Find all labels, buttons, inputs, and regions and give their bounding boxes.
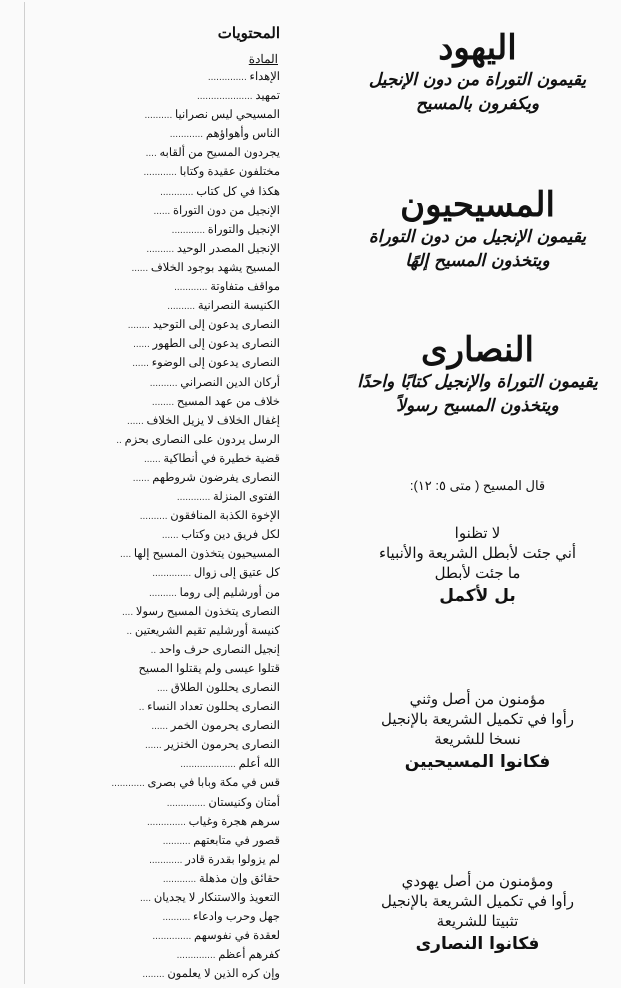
toc-leader-dots: ............ xyxy=(160,186,197,198)
toc-leader-dots: .......... xyxy=(139,511,171,523)
toc-item-label: من أورشليم إلى روما xyxy=(179,586,280,599)
toc-item-label: النصارى يدعون إلى الوضوء xyxy=(151,357,280,370)
christians-block xyxy=(340,690,615,774)
toc-leader-dots: ............ xyxy=(176,492,214,504)
toc-leader-dots: ............ xyxy=(171,224,208,236)
toc-item xyxy=(20,946,280,965)
toc-item-label: أمتان وكنيستان xyxy=(208,796,280,809)
toc-leader-dots: ........ xyxy=(151,396,177,408)
toc-item-label: مختلفون عقيدة وكتابا xyxy=(179,166,280,179)
toc-item-label: سرهم هجرة وغياب xyxy=(188,815,280,828)
toc-leader-dots: ............ xyxy=(111,778,148,790)
toc-leader-dots: .................... xyxy=(196,91,256,103)
toc-leader-dots: .... xyxy=(120,549,134,561)
toc-item-label: الناس وأهواؤهم xyxy=(205,128,280,141)
toc-item xyxy=(20,755,280,774)
toc-list xyxy=(20,68,280,985)
toc-item xyxy=(20,316,280,335)
toc-item xyxy=(20,603,280,622)
toc-leader-dots: ...... xyxy=(127,415,147,427)
toc-item xyxy=(20,297,280,316)
toc-leader-dots: .. xyxy=(126,625,135,637)
toc-leader-dots: ...... xyxy=(132,472,153,484)
toc-leader-dots: .................... xyxy=(180,759,239,771)
nazarenes-block xyxy=(340,872,615,956)
quote-line: ما جئت لأبطل xyxy=(434,565,521,582)
toc-item-label: الله أعلم xyxy=(238,758,280,771)
toc-item-label: كفرهم أعظم xyxy=(218,949,280,962)
toc-leader-dots: .............. xyxy=(152,931,195,943)
toc-item-label: لكل فريق دين وكتاب xyxy=(181,529,280,542)
toc-leader-dots: .......... xyxy=(167,301,198,313)
toc-leader-dots: .............. xyxy=(207,72,250,83)
toc-item-label: الإنجيل المصدر الوحيد xyxy=(176,242,280,255)
toc-item-label: خلاف من عهد المسيح xyxy=(176,395,280,408)
toc-item-label: إغفال الخلاف لا يزيل الخلاف xyxy=(146,414,280,427)
toc-item-label: وإن كره الذين لا يعلمون xyxy=(167,968,280,981)
toc-item xyxy=(20,832,280,851)
toc-leader-dots: ........ xyxy=(127,320,153,332)
toc-item xyxy=(20,965,280,984)
toc-item xyxy=(20,259,280,278)
toc-item-label: تمهيد xyxy=(255,90,280,103)
toc-item xyxy=(20,450,280,469)
toc-item xyxy=(20,393,280,412)
toc-item-label: النصارى يحرمون الخنزير xyxy=(164,739,280,752)
toc-leader-dots: ...... xyxy=(153,205,173,217)
toc-item xyxy=(20,660,280,679)
section-line: ويتخذون المسيح إلهًا xyxy=(405,251,550,271)
toc-item-label: النصارى يتخذون المسيح رسولا xyxy=(135,605,280,618)
toc-item xyxy=(20,412,280,431)
block-line: مؤمنون من أصل وثني xyxy=(409,691,546,708)
toc-leader-dots: .............. xyxy=(146,816,189,828)
quote-attribution: قال المسيح ( متى ٥: ١٢): xyxy=(409,478,546,493)
toc-leader-dots: ............ xyxy=(143,167,180,179)
toc-item-label: إنجيل النصارى حرف واحد xyxy=(158,643,280,656)
section-christians xyxy=(340,185,615,273)
toc-leader-dots: .... xyxy=(121,606,136,618)
toc-leader-dots: .............. xyxy=(152,568,194,580)
toc-item-label: الفتوى المنزلة xyxy=(213,491,280,504)
toc-leader-dots: ...... xyxy=(131,262,151,274)
toc-item-label: أركان الدين النصراني xyxy=(180,376,280,389)
toc-item xyxy=(20,68,280,87)
toc-item xyxy=(20,374,280,393)
block-line: نسخا للشريعة xyxy=(434,731,521,748)
quote-emphasis: بل لأكمل xyxy=(439,586,516,606)
toc-item-label: كل عتيق إلى زوال xyxy=(193,567,280,580)
toc-item xyxy=(20,240,280,259)
toc-item xyxy=(20,698,280,717)
section-line: ويكفرون بالمسيح xyxy=(415,94,540,114)
toc-item-label: المسيح يشهد بوجود الخلاف xyxy=(150,261,280,274)
toc-leader-dots: .......... xyxy=(149,587,180,599)
toc-item-label: الإنجيل والتوراة xyxy=(207,223,280,236)
toc-leader-dots: ............ xyxy=(169,129,206,141)
toc-item-label: التعويذ والاستنكار لا يجديان xyxy=(153,892,280,905)
toc-item xyxy=(20,813,280,832)
toc-leader-dots: .... xyxy=(145,148,160,160)
toc-item xyxy=(20,335,280,354)
toc-leader-dots: ...... xyxy=(161,530,182,542)
toc-leader-dots: .. xyxy=(150,644,159,656)
block-emphasis: فكانوا المسيحيين xyxy=(404,752,551,772)
section-title: اليهود xyxy=(438,28,517,68)
toc-item xyxy=(20,183,280,202)
toc-item-label: هكذا في كل كتاب xyxy=(196,185,280,198)
toc-item xyxy=(20,736,280,755)
toc-item xyxy=(20,927,280,946)
toc-item xyxy=(20,431,280,450)
toc-item-label: النصارى يفرضون شروطهم xyxy=(152,471,280,484)
quote-line: لا تظنوا xyxy=(454,525,501,542)
toc-item xyxy=(20,488,280,507)
toc-item-label: الكنيسة النصرانية xyxy=(197,300,280,313)
toc-item xyxy=(20,202,280,221)
toc-item-label: النصارى يدعون إلى التوحيد xyxy=(152,319,280,332)
toc-leader-dots: .......... xyxy=(162,835,194,847)
toc-item-label: قصور في متابعتهم xyxy=(193,834,280,847)
toc-item-label: النصارى يحرمون الخمر xyxy=(170,720,280,733)
toc-item-label: لم يزولوا بقدرة قادر xyxy=(185,853,280,866)
toc-item xyxy=(20,144,280,163)
toc-title: المحتويات xyxy=(217,25,280,42)
section-line: يقيمون الإنجيل من دون التوراة xyxy=(368,227,587,247)
section-line: ويتخذون المسيح رسولاً xyxy=(396,396,559,416)
toc-item-label: المسيحي ليس نصرانيا xyxy=(175,109,280,122)
toc-item-label: مواقف متفاوتة xyxy=(210,281,280,294)
toc-item xyxy=(20,221,280,240)
toc-item-label: النصارى يدعون إلى الطهور xyxy=(152,338,280,351)
toc-item-label: يجردون المسيح من ألقابه xyxy=(159,147,280,160)
section-line: يقيمون التوراة من دون الإنجيل xyxy=(368,70,587,90)
toc-item-label: قضية خطيرة في أنطاكية xyxy=(163,452,280,465)
toc-item xyxy=(20,889,280,908)
toc-item-label: المسيحيون يتخذون المسيح إلها xyxy=(133,548,280,561)
toc-leader-dots: .............. xyxy=(176,950,219,962)
block-line: تثبيتا للشريعة xyxy=(436,913,519,930)
toc-item-label: حقائق وإن مذهلة xyxy=(198,872,280,885)
toc-item xyxy=(20,908,280,927)
toc-leader-dots: .... xyxy=(156,683,171,694)
quote-block xyxy=(340,524,615,608)
block-line: رأوا في تكميل الشريعة بالإنجيل xyxy=(380,711,575,728)
toc-item-label: كنيسة أورشليم تقيم الشريعتين xyxy=(134,624,280,637)
toc-leader-dots: ............ xyxy=(149,854,186,866)
toc-item-label: النصارى يحللون الطلاق xyxy=(170,682,280,694)
section-line: يقيمون التوراة والإنجيل كتابًا واحدًا xyxy=(357,372,598,392)
toc-item xyxy=(20,526,280,545)
toc-subtitle: المادة xyxy=(248,52,278,66)
section-jews xyxy=(340,28,615,116)
toc-item-label: الإهداء xyxy=(249,71,280,83)
toc-item xyxy=(20,794,280,813)
toc-item xyxy=(20,717,280,736)
toc-leader-dots: .......... xyxy=(162,912,193,924)
toc-item xyxy=(20,278,280,297)
toc-leader-dots: ...... xyxy=(132,358,152,370)
toc-leader-dots: ...... xyxy=(133,339,153,351)
block-line: ومؤمنون من أصل يهودي xyxy=(401,873,554,890)
toc-item-label: قس في مكة وبابا في بصرى xyxy=(147,777,280,790)
table-of-contents xyxy=(26,18,336,983)
toc-leader-dots: ...... xyxy=(144,740,165,752)
toc-leader-dots: ........ xyxy=(142,969,168,981)
toc-item xyxy=(20,545,280,564)
toc-item xyxy=(20,641,280,660)
toc-leader-dots: .... xyxy=(139,893,154,905)
toc-item xyxy=(20,774,280,793)
toc-item xyxy=(20,507,280,526)
toc-item xyxy=(20,564,280,583)
toc-leader-dots: ...... xyxy=(143,453,164,465)
section-nazarenes xyxy=(340,330,615,418)
quote-line: أني جئت لأبطل الشريعة والأنبياء xyxy=(378,545,577,562)
toc-item xyxy=(20,125,280,144)
toc-leader-dots: .............. xyxy=(166,797,209,809)
section-title: النصارى xyxy=(421,330,534,370)
toc-item xyxy=(20,584,280,603)
toc-leader-dots: ............ xyxy=(162,873,199,885)
toc-leader-dots: .. xyxy=(116,434,125,446)
section-title: المسيحيون xyxy=(400,185,555,225)
toc-item xyxy=(20,870,280,889)
toc-item xyxy=(20,106,280,125)
toc-item-label: النصارى يحللون تعداد النساء xyxy=(147,701,280,714)
toc-item xyxy=(20,679,280,698)
toc-item-label: جهل وحرب وادعاء xyxy=(193,911,280,924)
toc-item xyxy=(20,87,280,106)
toc-item-label: الرسل يردون على النصارى بحزم xyxy=(124,433,280,446)
toc-item xyxy=(20,163,280,182)
toc-item-label: الإنجيل من دون التوراة xyxy=(172,204,280,217)
toc-leader-dots: .. xyxy=(138,702,148,714)
toc-item xyxy=(20,469,280,488)
toc-leader-dots: .......... xyxy=(144,110,175,122)
toc-leader-dots: .......... xyxy=(146,243,177,255)
toc-item-label: قتلوا عيسى ولم يقتلوا المسيح xyxy=(138,662,280,675)
toc-item-label: لعقدة في نفوسهم xyxy=(194,930,280,943)
block-emphasis: فكانوا النصارى xyxy=(415,934,540,954)
doctrine-column xyxy=(340,10,615,980)
toc-leader-dots: ...... xyxy=(151,721,171,733)
toc-item-label: الإخوة الكذبة المنافقون xyxy=(170,510,280,523)
toc-item xyxy=(20,622,280,641)
toc-leader-dots: .......... xyxy=(149,377,181,389)
toc-leader-dots: ............ xyxy=(174,282,211,294)
toc-item xyxy=(20,354,280,373)
block-line: رأوا في تكميل الشريعة بالإنجيل xyxy=(380,893,575,910)
toc-item xyxy=(20,851,280,870)
